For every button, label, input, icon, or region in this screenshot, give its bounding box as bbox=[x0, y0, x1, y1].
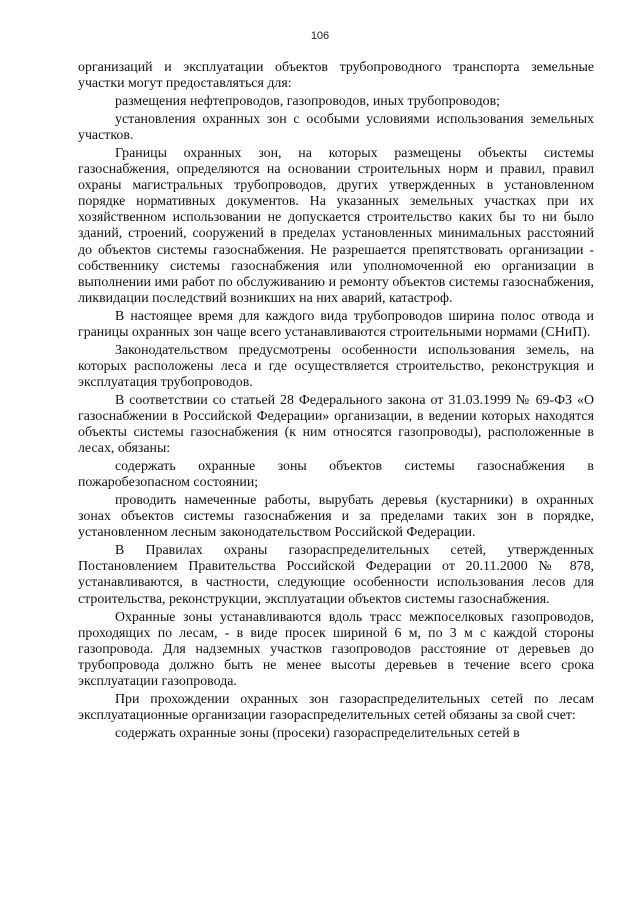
document-body bbox=[78, 60, 594, 744]
paragraph: В настоящее время для каждого вида трубопроводов ширина полос отвода и границы охранных зон чаще всего устанавливаются строительными нормами (СНиП). bbox=[78, 308, 594, 340]
paragraph: В соответствии со статьей 28 Федерального закона от 31.03.1999 № 69-ФЗ «О газоснабжении в Российской Федерации» организации, в ведении которых находятся объекты системы газоснабжения (к ним относятся газопроводы), расположенные в лесах, обязаны: bbox=[78, 392, 594, 457]
paragraph: проводить намеченные работы, вырубать деревья (кустарники) в охранных зонах объектов системы газоснабжения и за пределами таких зон в порядке, установленном лесным законодательством Российской Федерации. bbox=[78, 493, 594, 541]
paragraph: При прохождении охранных зон газораспределительных сетей по лесам эксплуатационные организации газораспределительных сетей обязаны за свой счет: bbox=[78, 691, 594, 723]
page-number: 106 bbox=[310, 30, 330, 42]
paragraph: организаций и эксплуатации объектов трубопроводного транспорта земельные участки могут предоставляться для: bbox=[78, 60, 594, 92]
paragraph: размещения нефтепроводов, газопроводов, иных трубопроводов; bbox=[115, 94, 501, 110]
paragraph: содержать охранные зоны (просеки) газораспределительных сетей в bbox=[115, 725, 520, 741]
paragraph: В Правилах охраны газораспределительных сетей, утвержденных Постановлением Правительства Российской Федерации от 20.11.2000 № 878, устанавливаются, в частности, следующие особенности использования лесов для строительства, реконструкции, эксплуатации объектов системы газоснабжения. bbox=[78, 543, 594, 607]
paragraph: содержать охранные зоны объектов системы газоснабжения в пожаробезопасном состоянии; bbox=[78, 459, 594, 491]
paragraph: Охранные зоны устанавливаются вдоль трасс межпоселковых газопроводов, проходящих по лесам, - в виде просек шириной 6 м, по 3 м с каждой стороны газопровода. Для надземных участков газопроводов расстояние от деревьев до трубопровода должно быть не менее высоты деревьев в течение всего срока эксплуатации газопровода. bbox=[78, 609, 594, 689]
paragraph: Границы охранных зон, на которых размещены объекты системы газоснабжения, определяются на основании строительных норм и правил, правил охраны магистральных трубопроводов, других утвержденных в установленном порядке нормативных документов. На указанных земельных участках при их хозяйственном использовании не допускается строительство каких бы то ни было зданий, строений, сооружений в пределах установленных минимальных расстояний до объектов системы газоснабжения. Не разрешается препятствовать организации - собственнику системы газоснабжения или уполномоченной ею организации в выполнении ими работ по обслуживанию и ремонту объектов системы газоснабжения, ликвидации последствий возникших на них аварий, катастроф. bbox=[78, 146, 594, 306]
paragraph: установления охранных зон с особыми условиями использования земельных участков. bbox=[78, 112, 594, 144]
paragraph: Законодательством предусмотрены особенности использования земель, на которых расположены леса и где осуществляется строительство, реконструкция и эксплуатация трубопроводов. bbox=[78, 342, 594, 390]
